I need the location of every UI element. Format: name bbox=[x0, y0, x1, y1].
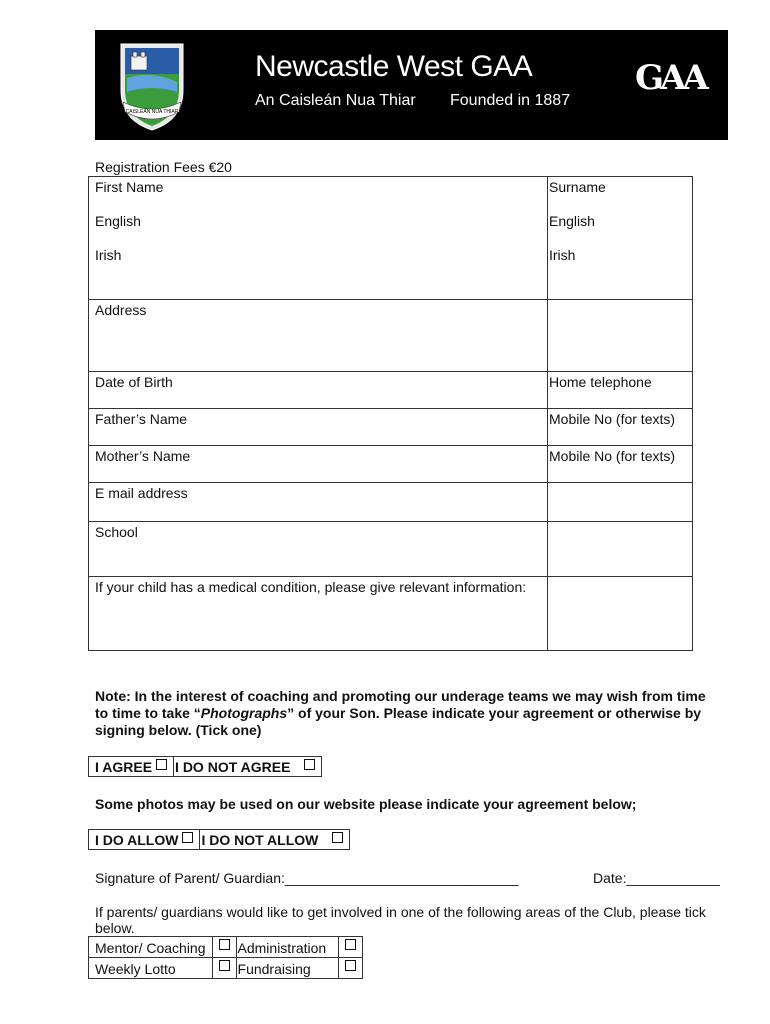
gaa-logo: GAA bbox=[635, 58, 705, 98]
allow-checkbox-icon[interactable] bbox=[182, 832, 193, 843]
weekly-lotto-checkbox-icon[interactable] bbox=[219, 960, 230, 971]
school-label: School bbox=[95, 524, 138, 540]
agree-checkbox-icon[interactable] bbox=[156, 759, 167, 770]
club-irish-name: An Caisleán Nua Thiar bbox=[255, 92, 416, 109]
first-name-field[interactable] bbox=[89, 177, 548, 300]
fundraising-checkbox-icon[interactable] bbox=[345, 960, 356, 971]
registration-form-table bbox=[88, 176, 693, 651]
fundraising-checkbox-cell[interactable] bbox=[339, 958, 363, 979]
administration-label: Administration bbox=[236, 937, 339, 958]
father-mobile-field[interactable] bbox=[548, 409, 693, 446]
dob-field[interactable] bbox=[89, 372, 548, 409]
mother-name-field[interactable] bbox=[89, 446, 548, 483]
administration-checkbox-cell[interactable] bbox=[339, 937, 363, 958]
club-founded: Founded in 1887 bbox=[450, 92, 571, 109]
first-name-irish-label: Irish bbox=[95, 247, 122, 263]
address-label: Address bbox=[95, 302, 147, 318]
agree-tick-table bbox=[88, 756, 322, 777]
surname-english-label: English bbox=[549, 213, 595, 229]
medical-extra-field[interactable] bbox=[548, 577, 693, 651]
agree-option[interactable] bbox=[89, 757, 174, 777]
address-extra-field[interactable] bbox=[548, 300, 693, 372]
club-crest-icon bbox=[115, 40, 189, 132]
allow-option[interactable] bbox=[89, 830, 200, 850]
home-telephone-label: Home telephone bbox=[549, 374, 652, 390]
mentor-coaching-checkbox-icon[interactable] bbox=[219, 939, 230, 950]
home-telephone-field[interactable] bbox=[548, 372, 693, 409]
mother-mobile-label: Mobile No (for texts) bbox=[549, 448, 676, 464]
email-label: E mail address bbox=[95, 485, 188, 501]
school-extra-field[interactable] bbox=[548, 522, 693, 577]
club-title: Newcastle West GAA bbox=[255, 50, 533, 83]
fundraising-label: Fundraising bbox=[236, 958, 339, 979]
father-name-field[interactable] bbox=[89, 409, 548, 446]
involvement-text: If parents/ guardians would like to get involved in one of the following areas of the Club, please tick below. bbox=[95, 904, 706, 936]
allow-label: I DO ALLOW bbox=[95, 832, 179, 848]
note-text-start: Note: In the interest of coaching and promoting our underage teams we may wish from time to time to take “ bbox=[95, 688, 706, 721]
header-banner bbox=[95, 30, 728, 140]
note-emphasis: Photographs bbox=[200, 705, 288, 721]
not-agree-option[interactable] bbox=[174, 757, 322, 777]
not-agree-checkbox-icon[interactable] bbox=[304, 759, 315, 770]
medical-field[interactable] bbox=[89, 577, 548, 651]
involvement-table bbox=[88, 936, 363, 979]
date-line[interactable]: Date:____________ bbox=[593, 870, 720, 886]
first-name-label: First Name bbox=[95, 179, 164, 195]
first-name-english-label: English bbox=[95, 213, 141, 229]
email-extra-field[interactable] bbox=[548, 483, 693, 522]
administration-checkbox-icon[interactable] bbox=[345, 939, 356, 950]
school-field[interactable] bbox=[89, 522, 548, 577]
photographs-note bbox=[95, 688, 715, 739]
weekly-lotto-checkbox-cell[interactable] bbox=[212, 958, 236, 979]
email-field[interactable] bbox=[89, 483, 548, 522]
website-photos-text: Some photos may be used on our website please indicate your agreement below; bbox=[95, 796, 637, 812]
father-mobile-label: Mobile No (for texts) bbox=[549, 411, 676, 427]
not-agree-label: I DO NOT AGREE bbox=[175, 759, 291, 775]
mentor-coaching-label: Mentor/ Coaching bbox=[89, 937, 213, 958]
mother-mobile-field[interactable] bbox=[548, 446, 693, 483]
not-allow-label: I DO NOT ALLOW bbox=[201, 832, 319, 848]
father-name-label: Father’s Name bbox=[95, 411, 188, 427]
mentor-coaching-checkbox-cell[interactable] bbox=[212, 937, 236, 958]
crest-text: CAISLEÁN NUA THIAR bbox=[125, 109, 179, 115]
address-field[interactable] bbox=[89, 300, 548, 372]
weekly-lotto-label: Weekly Lotto bbox=[89, 958, 213, 979]
mother-name-label: Mother’s Name bbox=[95, 448, 191, 464]
surname-irish-label: Irish bbox=[549, 247, 576, 263]
signature-line[interactable]: Signature of Parent/ Guardian:______________________________ bbox=[95, 870, 519, 886]
medical-label: If your child has a medical condition, please give relevant information: bbox=[95, 579, 527, 595]
dob-label: Date of Birth bbox=[95, 374, 173, 390]
registration-fee: Registration Fees €20 bbox=[95, 159, 232, 175]
note-text-end: ” of your Son. Please indicate your agreement or otherwise by signing below. (Tick one) bbox=[95, 705, 702, 738]
surname-label: Surname bbox=[549, 179, 606, 195]
not-allow-option[interactable] bbox=[200, 830, 350, 850]
surname-field[interactable] bbox=[548, 177, 693, 300]
not-allow-checkbox-icon[interactable] bbox=[332, 832, 343, 843]
agree-label: I AGREE bbox=[95, 759, 153, 775]
allow-tick-table bbox=[88, 829, 350, 850]
